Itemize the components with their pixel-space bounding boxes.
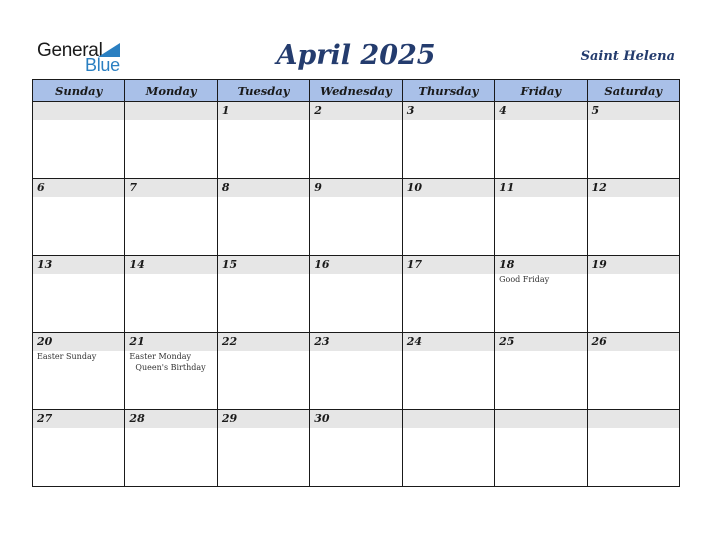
day-number: 1 <box>221 104 230 117</box>
day-number: 24 <box>406 335 422 348</box>
day-number-bar <box>218 102 309 120</box>
day-cell <box>125 410 217 487</box>
day-number-bar <box>33 179 124 197</box>
day-cell <box>310 102 402 179</box>
day-cell <box>217 410 309 487</box>
week-row <box>33 410 680 487</box>
day-number-bar <box>310 410 401 428</box>
day-number-bar <box>495 333 586 351</box>
day-cell <box>495 256 587 333</box>
day-number: 23 <box>314 335 330 348</box>
day-number-bar <box>310 256 401 274</box>
day-number-bar <box>218 179 309 197</box>
day-cell <box>587 410 679 487</box>
day-cell <box>33 410 125 487</box>
week-row <box>33 179 680 256</box>
day-cell <box>310 179 402 256</box>
day-number-bar <box>125 102 216 120</box>
logo-text-blue: Blue <box>85 55 120 75</box>
day-number: 3 <box>406 104 415 117</box>
day-number-bar <box>33 102 124 120</box>
day-cell <box>495 179 587 256</box>
day-number: 19 <box>591 258 607 271</box>
day-number-bar <box>403 410 494 428</box>
day-cell <box>217 179 309 256</box>
weekday-header: Thursday <box>402 80 494 102</box>
day-number-bar <box>403 256 494 274</box>
weekday-header: Sunday <box>33 80 125 102</box>
day-number: 26 <box>591 335 607 348</box>
day-number-bar <box>125 333 216 351</box>
day-number: 5 <box>591 104 600 117</box>
day-number-bar <box>403 333 494 351</box>
day-number: 16 <box>314 258 330 271</box>
day-number: 7 <box>129 181 138 194</box>
calendar-title: April 2025 <box>276 40 436 71</box>
day-cell <box>587 102 679 179</box>
day-cell <box>402 333 494 410</box>
holiday-event: Easter Monday <box>129 352 192 361</box>
day-cell <box>402 410 494 487</box>
day-number-bar <box>495 256 586 274</box>
day-cell <box>217 102 309 179</box>
day-number-bar <box>125 179 216 197</box>
day-number: 27 <box>37 412 53 425</box>
day-cell <box>402 256 494 333</box>
day-number-bar <box>125 256 216 274</box>
day-cell <box>33 333 125 410</box>
day-number-bar <box>588 333 679 351</box>
weekday-header-row <box>33 80 680 102</box>
day-number: 22 <box>221 335 238 348</box>
day-cell <box>402 179 494 256</box>
day-number-bar <box>403 102 494 120</box>
day-cell <box>125 179 217 256</box>
day-cell <box>310 256 402 333</box>
day-number-bar <box>33 410 124 428</box>
weekday-header: Friday <box>495 80 587 102</box>
day-number: 9 <box>314 181 322 194</box>
day-cell <box>125 333 217 410</box>
holiday-event: Easter Sunday <box>37 352 97 361</box>
day-number: 4 <box>499 104 507 117</box>
day-cell <box>587 333 679 410</box>
day-number-bar <box>588 410 679 428</box>
week-row <box>33 333 680 410</box>
day-cell <box>495 410 587 487</box>
day-number-bar <box>495 102 586 120</box>
day-number-bar <box>218 410 309 428</box>
holiday-event: Good Friday <box>499 275 550 284</box>
day-number-bar <box>218 256 309 274</box>
day-number: 30 <box>314 412 330 425</box>
day-number: 25 <box>499 335 515 348</box>
day-cell <box>33 179 125 256</box>
day-number: 8 <box>221 181 230 194</box>
week-row <box>33 102 680 179</box>
day-number-bar <box>588 256 679 274</box>
day-number: 17 <box>406 258 422 271</box>
day-number-bar <box>33 333 124 351</box>
day-number: 15 <box>221 258 238 271</box>
day-number-bar <box>588 179 679 197</box>
day-number: 11 <box>499 181 515 194</box>
day-number-bar <box>495 410 586 428</box>
day-number-bar <box>125 410 216 428</box>
day-number: 2 <box>314 104 322 117</box>
day-number-bar <box>310 333 401 351</box>
weekday-header: Monday <box>125 80 217 102</box>
calendar-grid <box>32 79 680 487</box>
day-cell <box>217 333 309 410</box>
day-number-bar <box>495 179 586 197</box>
week-row <box>33 256 680 333</box>
weekday-header: Wednesday <box>310 80 402 102</box>
logo-text-general: General <box>37 40 103 61</box>
day-number-bar <box>403 179 494 197</box>
day-number: 12 <box>591 181 607 194</box>
day-cell <box>33 256 125 333</box>
day-number: 6 <box>37 181 45 194</box>
day-number-bar <box>218 333 309 351</box>
weekday-header: Saturday <box>587 80 679 102</box>
day-cell <box>217 256 309 333</box>
day-number: 29 <box>221 412 238 425</box>
day-cell <box>125 256 217 333</box>
region-label: Saint Helena <box>580 49 675 64</box>
day-number: 14 <box>129 258 145 271</box>
day-cell <box>402 102 494 179</box>
day-cell <box>33 102 125 179</box>
day-number: 13 <box>37 258 53 271</box>
day-cell <box>310 333 402 410</box>
day-cell <box>495 102 587 179</box>
day-number: 21 <box>129 335 145 348</box>
holiday-event: Queen's Birthday <box>135 363 206 372</box>
weekday-header: Tuesday <box>217 80 309 102</box>
day-number-bar <box>310 102 401 120</box>
day-number: 20 <box>37 335 53 348</box>
day-cell <box>310 410 402 487</box>
day-number: 28 <box>129 412 145 425</box>
day-cell <box>587 256 679 333</box>
day-number-bar <box>33 256 124 274</box>
day-number-bar <box>588 102 679 120</box>
day-number: 10 <box>406 181 422 194</box>
day-cell <box>495 333 587 410</box>
day-number-bar <box>310 179 401 197</box>
day-cell <box>587 179 679 256</box>
day-number: 18 <box>499 258 515 271</box>
day-cell <box>125 102 217 179</box>
